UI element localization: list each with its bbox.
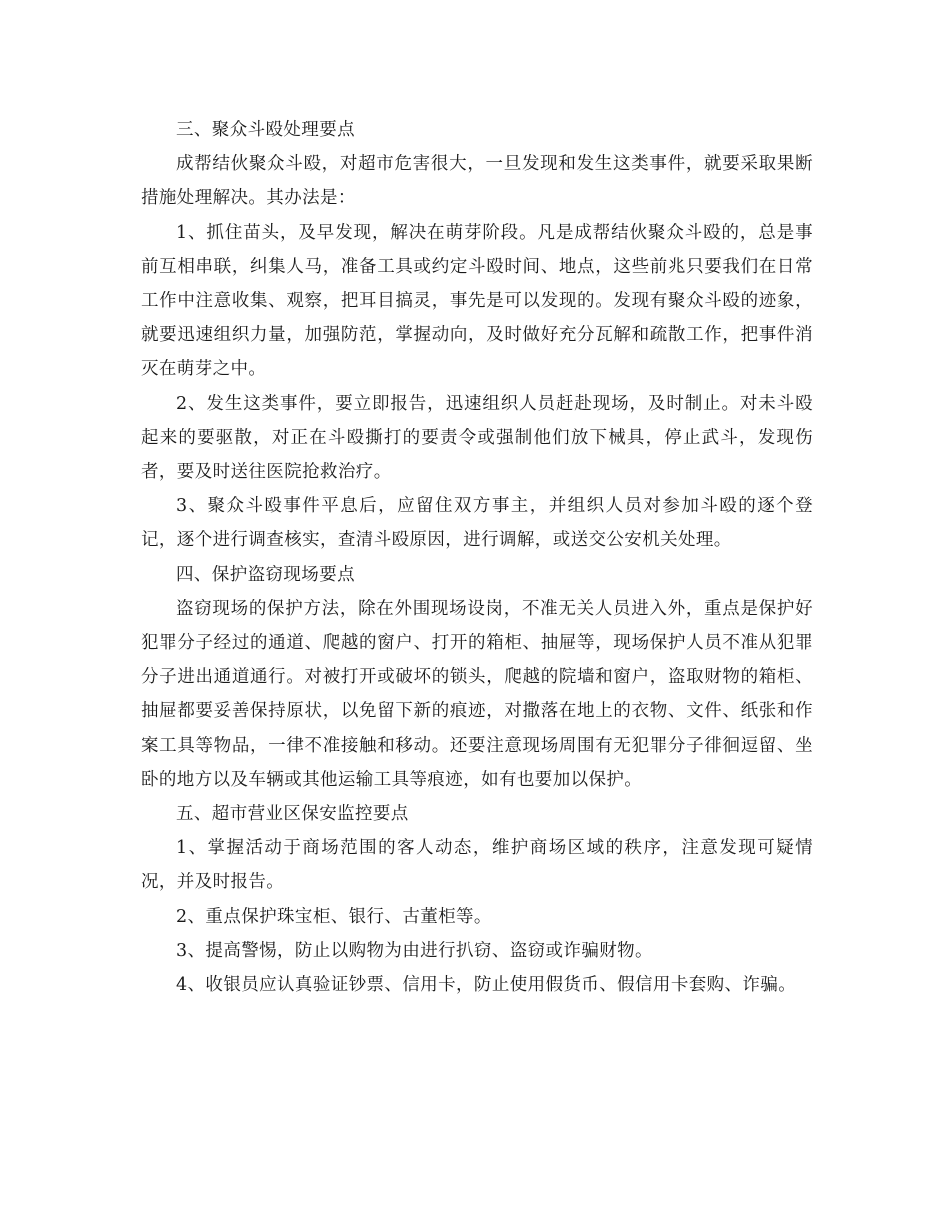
paragraph: 1、掌握活动于商场范围的客人动态，维护商场区域的秩序，注意发现可疑情况，并及时报告。: [141, 838, 813, 893]
paragraph: 3、聚众斗殴事件平息后，应留住双方事主，并组织人员对参加斗殴的逐个登记，逐个进行调查核实，查清斗殴原因，进行调解，或送交公安机关处理。: [141, 496, 813, 551]
paragraph: 4、收银员应认真验证钞票、信用卡，防止使用假货币、假信用卡套购、诈骗。: [176, 975, 797, 996]
section-heading: 五、超市营业区保安监控要点: [176, 804, 409, 825]
paragraph: 3、提高警惕，防止以购物为由进行扒窃、盗窃或诈骗财物。: [176, 940, 653, 961]
paragraph: 成帮结伙聚众斗殴，对超市危害很大，一旦发现和发生这类事件，就要采取果断措施处理解决。其办法是：: [141, 154, 813, 209]
paragraph: 盗窃现场的保护方法，除在外围现场设岗，不准无关人员进入外，重点是保护好犯罪分子经过的通道、爬越的窗户、打开的箱柜、抽屉等，现场保护人员不准从犯罪分子进出通道通行。对被打开或破坏的锁头，爬越的院墙和窗户，盗取财物的箱柜、抽屉都要妥善保持原状，以免留下新的痕迹，对撒落在地上的衣物、文件、纸张和作案工具等物品，一律不准接触和移动。还要注意现场周围有无犯罪分子徘徊逗留、坐卧的地方以及车辆或其他运输工具等痕迹，如有也要加以保护。: [141, 598, 813, 790]
section-heading: 三、聚众斗殴处理要点: [176, 120, 355, 140]
document-page: [141, 113, 813, 1002]
section-heading: 四、保护盗窃现场要点: [176, 564, 355, 585]
paragraph: 2、重点保护珠宝柜、银行、古董柜等。: [176, 906, 492, 927]
paragraph: 2、发生这类事件，要立即报告，迅速组织人员赶赴现场，及时制止。对未斗殴起来的要驱散，对正在斗殴撕打的要责令或强制他们放下械具，停止武斗，发现伤者，要及时送往医院抢救治疗。: [141, 393, 813, 483]
paragraph: 1、抓住苗头，及早发现，解决在萌芽阶段。凡是成帮结伙聚众斗殴的，总是事前互相串联，纠集人马，准备工具或约定斗殴时间、地点，这些前兆只要我们在日常工作中注意收集、观察，把耳目搞灵，事先是可以发现的。发现有聚众斗殴的迹象，就要迅速组织力量，加强防范，掌握动向，及时做好充分瓦解和疏散工作，把事件消灭在萌芽之中。: [141, 222, 813, 380]
